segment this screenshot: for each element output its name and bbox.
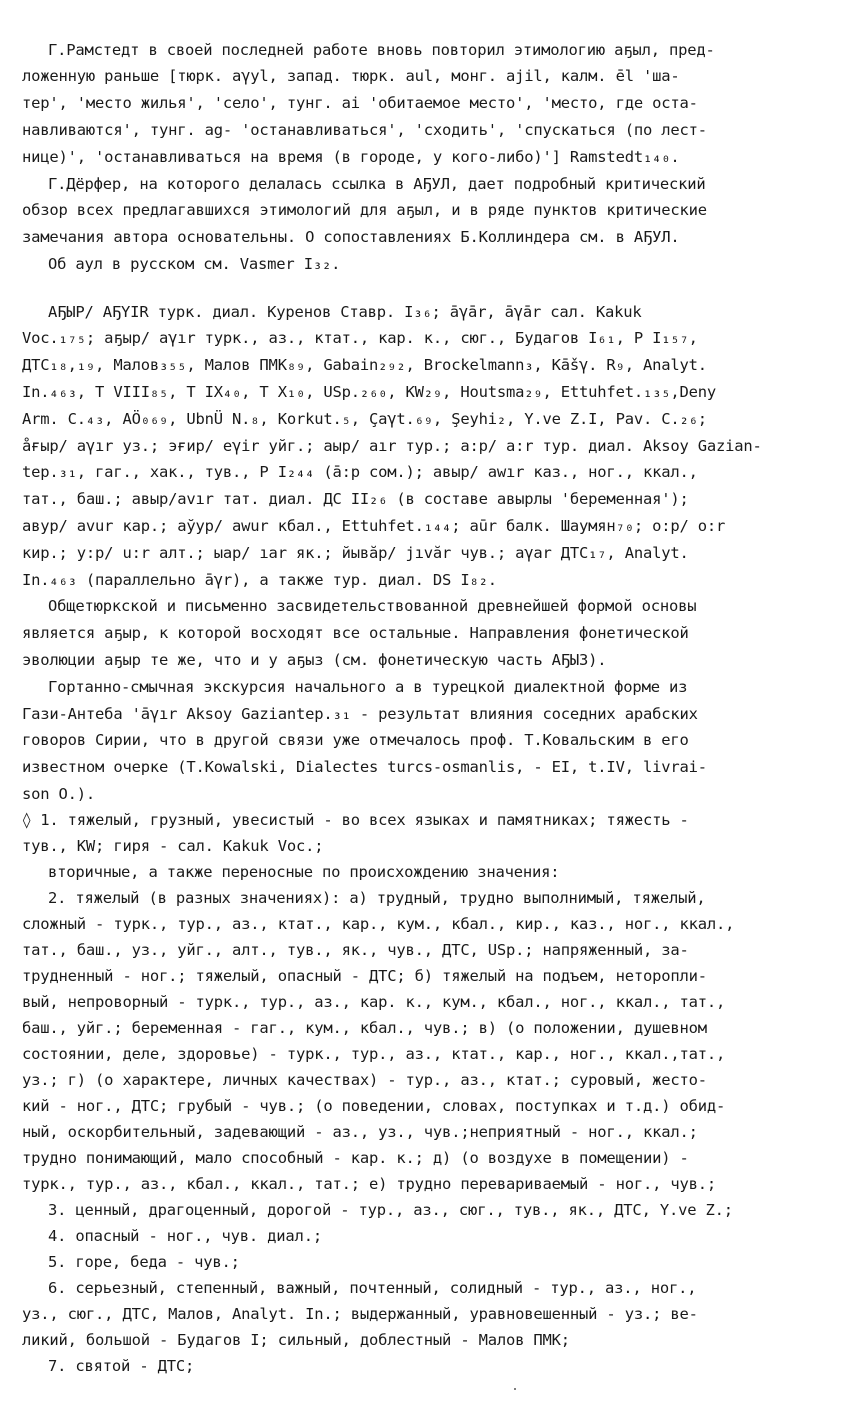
text-line: трудненный - ног.; тяжелый, опасный - ДТС; б) тяжелый на подъем, неторопли- bbox=[22, 967, 707, 985]
text-line: In.₄₆₃ (параллельно āγr), а также тур. диал. DS I₈₂. bbox=[22, 571, 497, 589]
text-line: son O.). bbox=[22, 785, 96, 803]
sense-line: 5. горе, беда - чув.; bbox=[48, 1253, 240, 1271]
text-line: ликий, большой - Будагов I; сильный, доблестный - Малов ПМК; bbox=[22, 1331, 570, 1349]
text-line: In.₄₆₃, T VIII₈₅, T IX₄₀, T X₁₀, USp.₂₆₀, KW₂₉, Houtsma₂₉, Ettuhfet.₁₃₅,Deny bbox=[22, 383, 717, 401]
text-line: Г.Дёрфер, на которого делалась ссылка в АҔУЛ, дает подробный критический bbox=[48, 175, 706, 193]
text-line: вторичные, а также переносные по происхождению значения: bbox=[48, 863, 560, 881]
text-line: замечания автора основательны. О сопоставлениях Б.Коллиндера см. в АҔУЛ. bbox=[22, 228, 680, 246]
sense-line: 7. святой - ДТС; bbox=[48, 1357, 195, 1375]
text-line: навливаются', тунг. ag- 'останавливаться', 'сходить', 'спускаться (по лест- bbox=[22, 121, 707, 139]
text-line: Об аул в русском см. Vasmer I₃₂. bbox=[48, 255, 341, 273]
text-line: обзор всех предлагавшихся этимологий для аҕыл, и в ряде пунктов критические bbox=[22, 201, 707, 219]
text-line: Arm. C.₄₃, AÖ₀₆₉, UbnÜ N.₈, Korkut.₅, Çaγt.₆₉, Şeyhi₂, Y.ve Z.I, Pav. C.₂₆; bbox=[22, 410, 707, 428]
text-line: является аҕыр, к которой восходят все остальные. Направления фонетической bbox=[22, 624, 689, 642]
sense-line: ◊ 1. тяжелый, грузный, увесистый - во всех языках и памятниках; тяжесть - bbox=[22, 811, 689, 829]
text-line: тув., KW; гиря - сал. Kakuk Voc.; bbox=[22, 837, 324, 855]
text-line: уз., сюг., ДТС, Малов, Analyt. In.; выдержанный, уравновешенный - уз.; ве- bbox=[22, 1305, 698, 1323]
text-line: тер', 'место жилья', 'село', тунг. ai 'обитаемое место', 'место, где оста- bbox=[22, 94, 698, 112]
text-line: баш., уйг.; беременная - гаг., кум., кбал., чув.; в) (о положении, душевном bbox=[22, 1019, 707, 1037]
text-line: Voc.₁₇₅; аҕыр/ aγır турк., аз., ктат., кар. к., сюг., Будагов I₆₁, Р I₁₅₇, bbox=[22, 329, 698, 347]
text-line: Гази-Антеба 'āγır Aksoy Gaziantep.₃₁ - результат влияния соседних арабских bbox=[22, 705, 698, 723]
scan-speck bbox=[514, 1388, 516, 1390]
sense-line: 4. опасный - ног., чув. диал.; bbox=[48, 1227, 322, 1245]
text-line: ДТС₁₈,₁₉, Малов₃₅₅, Малов ПМК₈₉, Gabain₂₉₂, Brockelmann₃, Kāšγ. R₉, Analyt. bbox=[22, 356, 707, 374]
text-line: ный, оскорбительный, задевающий - аз., уз., чув.;неприятный - ног., ккал.; bbox=[22, 1123, 698, 1141]
text-line: тат., баш., уз., уйг., алт., тув., як., чув., ДТС, USp.; напряженный, за- bbox=[22, 941, 689, 959]
text-line: Г.Рамстедт в своей последней работе вновь повторил этимологию аҕыл, пред- bbox=[48, 41, 715, 59]
text-line: вый, непроворный - турк., тур., аз., кар. к., кум., кбал., ног., ккал., тат., bbox=[22, 993, 726, 1011]
text-line: åғыр/ aγır уз.; эғир/ eγir уйг.; аыр/ aır тур.; а:р/ a:r тур. диал. Aksoy Gazian- bbox=[22, 437, 762, 455]
sense-line: 2. тяжелый (в разных значениях): а) трудный, трудно выполнимый, тяжелый, bbox=[48, 889, 706, 907]
text-line: состоянии, деле, здоровье) - турк., тур., аз., ктат., кар., ног., ккал.,тат., bbox=[22, 1045, 726, 1063]
text-line: эволюции аҕыр те же, что и у аҕыз (см. фонетическую часть АҔЫЗ). bbox=[22, 651, 607, 669]
entry-headword-line: АҔЫР/ АҔYIR турк. диал. Куренов Ставр. I₃₆; āγār, āγār сал. Kakuk bbox=[48, 303, 642, 321]
text-line: tep.₃₁, гаг., хак., тув., Р I₂₄₄ (ā:р сом.); авыр/ awır каз., ног., ккал., bbox=[22, 463, 698, 481]
text-line: тат., баш.; авыр/avır тат. диал. ДС II₂₆ (в составе авырлы 'беременная'); bbox=[22, 490, 689, 508]
text-line: сложный - турк., тур., аз., ктат., кар., кум., кбал., кир., каз., ног., ккал., bbox=[22, 915, 735, 933]
text-line: Общетюркской и письменно засвидетельствованной древнейшей формой основы bbox=[48, 597, 697, 615]
text-line: авур/ avur кар.; аўур/ awur кбал., Ettuhfet.₁₄₄; aūr балк. Шаумян₇₀; о:р/ o:r bbox=[22, 517, 726, 535]
sense-line: 6. серьезный, степенный, важный, почтенный, солидный - тур., аз., ног., bbox=[48, 1279, 697, 1297]
text-line: турк., тур., аз., кбал., ккал., тат.; е) трудно перевариваемый - ног., чув.; bbox=[22, 1175, 717, 1193]
text-line: известном очерке (T.Kowalski, Dialectes turcs-osmanlis, - EI, t.IV, livrai- bbox=[22, 758, 707, 776]
text-line: ложенную раньше [тюрк. aγyl, запад. тюрк. aul, монг. ajil, калм. ēl 'ша- bbox=[22, 67, 680, 85]
text-line: трудно понимающий, мало способный - кар. к.; д) (о воздухе в помещении) - bbox=[22, 1149, 689, 1167]
text-line: Гортанно-смычная экскурсия начального а в турецкой диалектной форме из bbox=[48, 678, 688, 696]
text-line: нице)', 'останавливаться на время (в городе, у кого-либо)'] Ramstedt₁₄₀. bbox=[22, 148, 680, 166]
text-line: кий - ног., ДТС; грубый - чув.; (о поведении, словах, поступках и т.д.) обид- bbox=[22, 1097, 726, 1115]
text-line: кир.; у:р/ u:r алт.; ыар/ ıar як.; йывăр/ jıvăr чув.; aγar ДТС₁₇, Analyt. bbox=[22, 544, 689, 562]
text-line: уз.; г) (о характере, личных качествах) - тур., аз., ктат.; суровый, жесто- bbox=[22, 1071, 707, 1089]
sense-line: 3. ценный, драгоценный, дорогой - тур., аз., сюг., тув., як., ДТС, Y.ve Z.; bbox=[48, 1201, 733, 1219]
text-line: говоров Сирии, что в другой связи уже отмечалось проф. Т.Ковальским в его bbox=[22, 731, 689, 749]
